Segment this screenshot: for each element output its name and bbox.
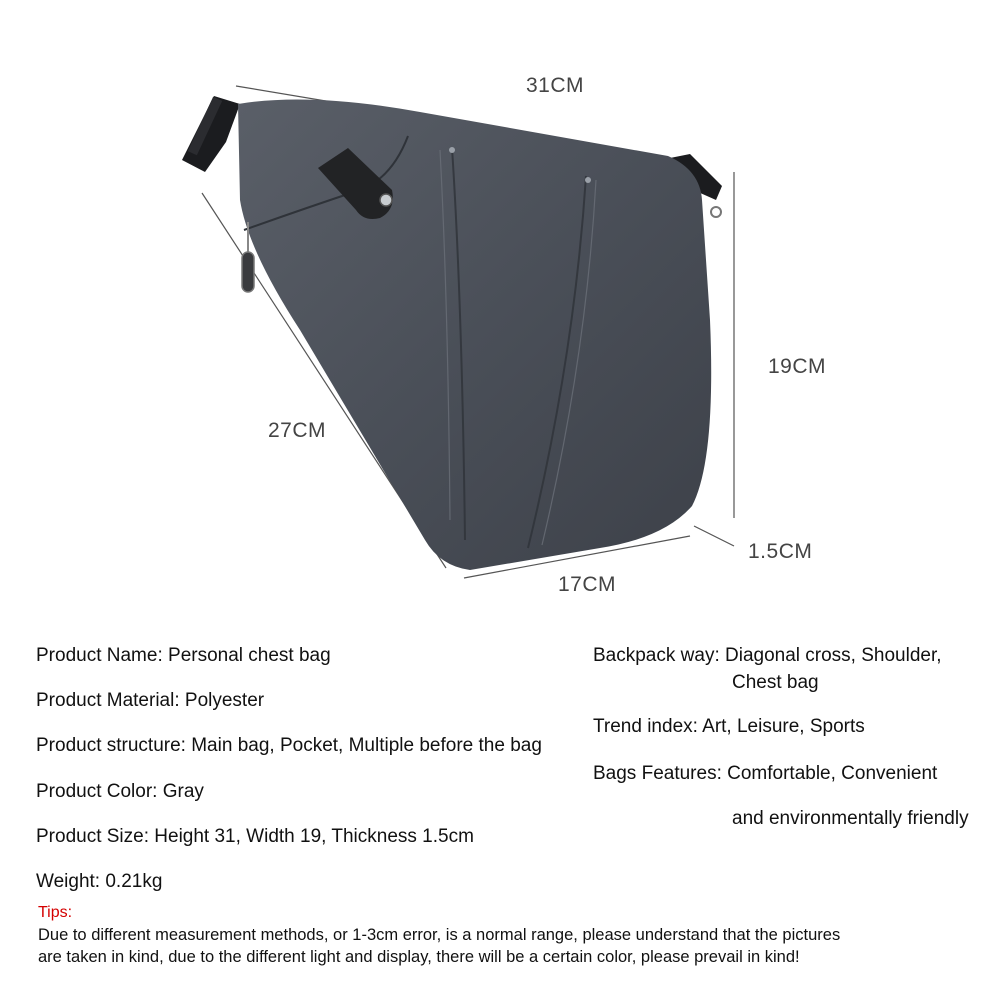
spec-value: Polyester [184, 690, 265, 711]
spec-product-material [36, 690, 264, 712]
spec-value: Art, Leisure, Sports [702, 716, 865, 737]
spec-label: Product Size: [36, 826, 149, 847]
spec-label: Product Color: [36, 781, 158, 802]
spec-label: Product structure: [36, 735, 186, 756]
tips-title: Tips: [38, 904, 73, 921]
tips-line-2: are taken in kind, due to the different light and display, there will be a certain color, please prevail in kind! [38, 948, 800, 966]
dimension-left: 27CM [268, 419, 327, 442]
spec-product-color [36, 781, 204, 803]
spec-value: Main bag, Pocket, Multiple before the bag [191, 735, 542, 756]
spec-value: Height 31, Width 19, Thickness 1.5cm [154, 826, 474, 847]
spec-backpack-way [593, 645, 942, 667]
spec-product-size [36, 826, 474, 848]
spec-trend-index [593, 716, 865, 738]
spec-value: Gray [162, 781, 204, 802]
spec-value: Personal chest bag [168, 645, 331, 666]
strap-left [182, 96, 240, 172]
bag-body [238, 100, 711, 571]
spec-weight [36, 871, 162, 893]
spec-bags-features-continuation: and environmentally friendly [732, 808, 969, 829]
spec-label: Bags Features: [593, 763, 722, 784]
dimension-right: 19CM [768, 355, 827, 378]
dimension-thickness: 1.5CM [748, 540, 813, 563]
spec-label: Weight: [36, 871, 101, 892]
dimension-top: 31CM [526, 74, 585, 97]
spec-label: Backpack way: [593, 645, 720, 666]
dimension-bottom: 17CM [558, 573, 617, 596]
spec-value: Comfortable, Convenient [727, 763, 938, 784]
spec-value: Diagonal cross, Shoulder, [725, 645, 942, 666]
spec-bags-features [593, 763, 937, 785]
spec-product-structure [36, 735, 542, 757]
tips-line-1: Due to different measurement methods, or 1-3cm error, is a normal range, please understand that the pictures [38, 926, 841, 944]
spec-label: Product Material: [36, 690, 180, 711]
spec-value: 0.21kg [105, 871, 163, 892]
spec-backpack-way-continuation: Chest bag [732, 672, 819, 693]
spec-label: Trend index: [593, 716, 698, 737]
spec-product-name [36, 645, 331, 667]
spec-label: Product Name: [36, 645, 163, 666]
